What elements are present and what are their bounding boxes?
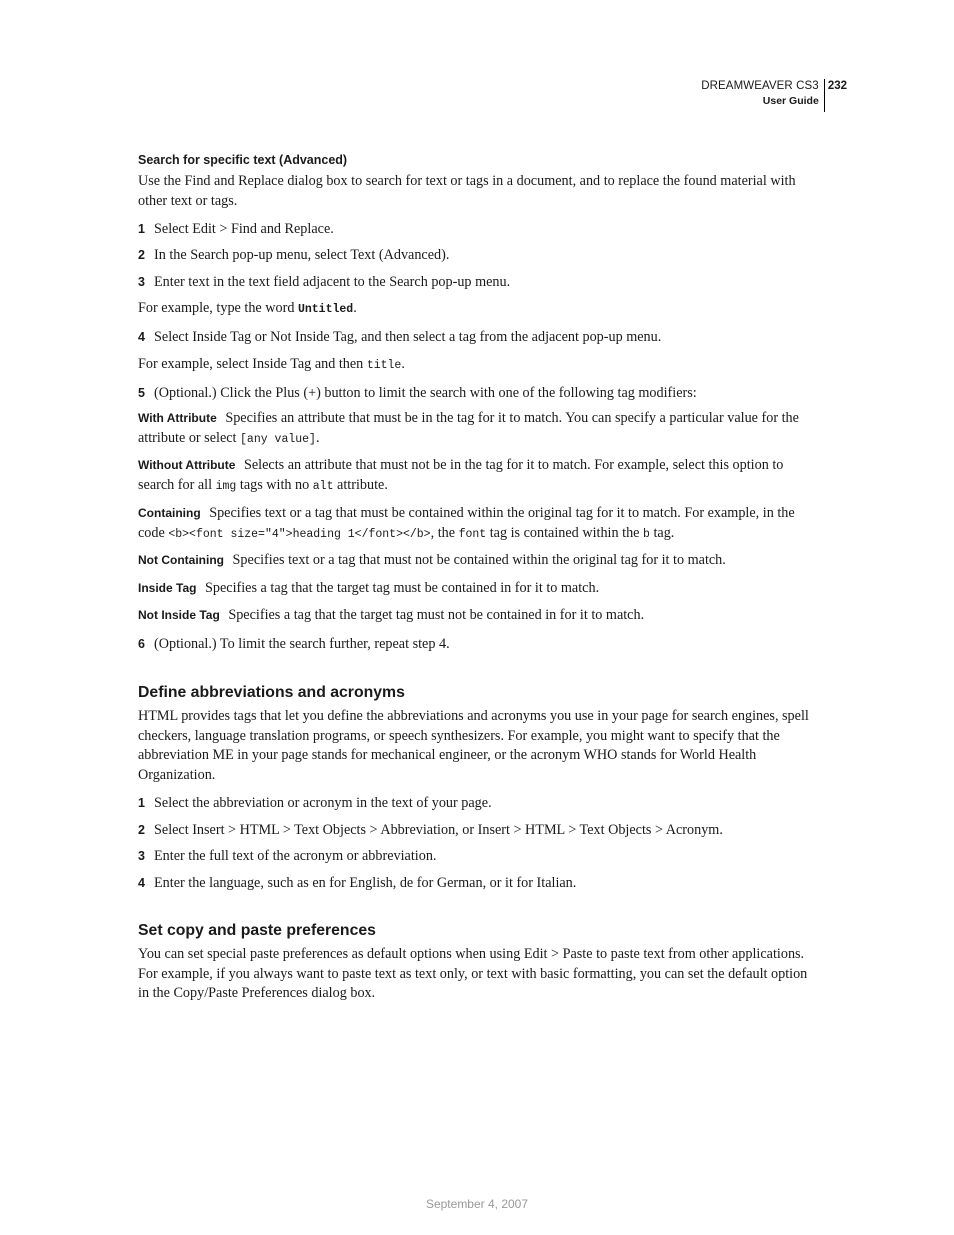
definition: Specifies a tag that the target tag must be contained in for it to match.: [205, 580, 600, 596]
guide-name: User Guide: [762, 95, 819, 107]
modifier-with-attribute: [138, 409, 818, 449]
paste-intro: You can set special paste preferences as default options when using Edit > Paste to paste text from other applications. For example, if you always want to paste text as text only, or text with basic formatting, you can set the default option in the Copy/Paste Preferences dialog box.: [138, 946, 808, 1001]
definition: , the: [430, 524, 459, 541]
step-number: 5: [138, 386, 145, 400]
step-text: Select Insert > HTML > Text Objects > Abbreviation, or Insert > HTML > Text Objects > Acronym.: [154, 822, 723, 838]
step-text: Enter text in the text field adjacent to the Search pop-up menu.: [154, 274, 511, 290]
step-text: (Optional.) Click the Plus (+) button to limit the search with one of the following tag modifiers:: [154, 385, 697, 401]
abbrev-step-3: [138, 847, 818, 867]
step-number: 6: [138, 637, 145, 651]
code-font: font: [458, 527, 487, 541]
page-number: 232: [827, 80, 847, 92]
search-step-4-note: [138, 355, 818, 376]
step-text: In the Search pop-up menu, select Text (Advanced).: [154, 247, 450, 263]
modifier-not-inside-tag: [138, 606, 818, 626]
step-text: Enter the full text of the acronym or abbreviation.: [154, 848, 437, 864]
term: Containing: [138, 506, 201, 520]
step-text: Select Inside Tag or Not Inside Tag, and then select a tag from the adjacent pop-up menu.: [154, 329, 662, 345]
step-number: 3: [138, 849, 145, 863]
abbrev-heading: Define abbreviations and acronyms: [138, 684, 405, 701]
definition: Specifies text or a tag that must not be contained within the original tag for it to match.: [232, 552, 726, 568]
definition: .: [315, 429, 320, 446]
step-text: Select the abbreviation or acronym in the text of your page.: [154, 795, 492, 811]
step-text: Enter the language, such as en for English, de for German, or it for Italian.: [154, 875, 577, 891]
term: Not Containing: [138, 553, 224, 567]
code-alt: alt: [312, 479, 334, 493]
search-heading: Search for specific text (Advanced): [138, 153, 348, 167]
abbrev-step-1: [138, 794, 818, 814]
search-intro: Use the Find and Replace dialog box to search for text or tags in a document, and to replace the found material with other text or tags.: [138, 173, 796, 209]
search-step-4: [138, 328, 818, 348]
definition: tags with no: [236, 476, 313, 493]
modifier-not-containing: [138, 551, 818, 571]
step-number: 1: [138, 796, 145, 810]
definition: Specifies text or a tag that must be contained within the original tag for it to match. For example, in the code: [138, 505, 795, 541]
modifier-containing: [138, 504, 818, 544]
term: Not Inside Tag: [138, 608, 220, 622]
step-number: 4: [138, 330, 145, 344]
code-title: title: [366, 359, 402, 372]
definition: tag is contained within the: [486, 524, 644, 541]
note-text: For example, select Inside Tag and then: [138, 356, 367, 372]
search-step-5: [138, 384, 818, 404]
code-untitled: Untitled: [297, 303, 354, 316]
definition: tag.: [649, 524, 675, 541]
step-text: Select Edit > Find and Replace.: [154, 221, 334, 237]
step-number: 3: [138, 275, 145, 289]
footer-date: September 4, 2007: [425, 1197, 529, 1211]
running-header: [701, 79, 847, 112]
product-name: DREAMWEAVER CS3: [701, 80, 819, 92]
search-step-6: [138, 635, 818, 655]
definition: Selects an attribute that must not be in the tag for it to match. For example, select this option to search for all: [138, 457, 784, 493]
step-number: 1: [138, 222, 145, 236]
search-step-3-note: [138, 299, 818, 320]
step-number: 4: [138, 876, 145, 890]
step-number: 2: [138, 823, 145, 837]
note-text: For example, type the word: [138, 300, 298, 316]
search-step-2: [138, 246, 818, 266]
search-step-1: [138, 220, 818, 240]
step-text: (Optional.) To limit the search further, repeat step 4.: [154, 636, 450, 652]
note-text: .: [353, 300, 357, 316]
definition: attribute.: [333, 476, 388, 493]
search-step-3: [138, 273, 818, 293]
term: With Attribute: [138, 411, 217, 425]
code-any-value: [any value]: [240, 432, 316, 446]
step-number: 2: [138, 248, 145, 262]
abbrev-step-4: [138, 874, 818, 894]
code-b: b: [643, 527, 650, 541]
abbrev-intro: HTML provides tags that let you define the abbreviations and acronyms you use in your page for search engines, spell checkers, language translation programs, or speech synthesizers. For example, you might want to specify that the abbreviation ME in your page stands for mechanical engineer, or the acronym WHO stands for World Health Organization.: [138, 708, 809, 783]
abbrev-step-2: [138, 821, 818, 841]
code-example: <b><font size="4">heading 1</font></b>: [168, 527, 431, 541]
running-header-titles: [701, 79, 825, 112]
modifier-inside-tag: [138, 579, 818, 599]
paste-heading: Set copy and paste preferences: [138, 922, 376, 939]
code-img: img: [215, 479, 237, 493]
term: Without Attribute: [138, 458, 236, 472]
modifier-without-attribute: [138, 456, 818, 496]
definition: Specifies a tag that the target tag must not be contained in for it to match.: [228, 607, 645, 623]
term: Inside Tag: [138, 581, 197, 595]
definition: Specifies an attribute that must be in the tag for it to match. You can specify a particular value for the attribute or select: [138, 410, 799, 446]
note-text: .: [401, 356, 405, 372]
